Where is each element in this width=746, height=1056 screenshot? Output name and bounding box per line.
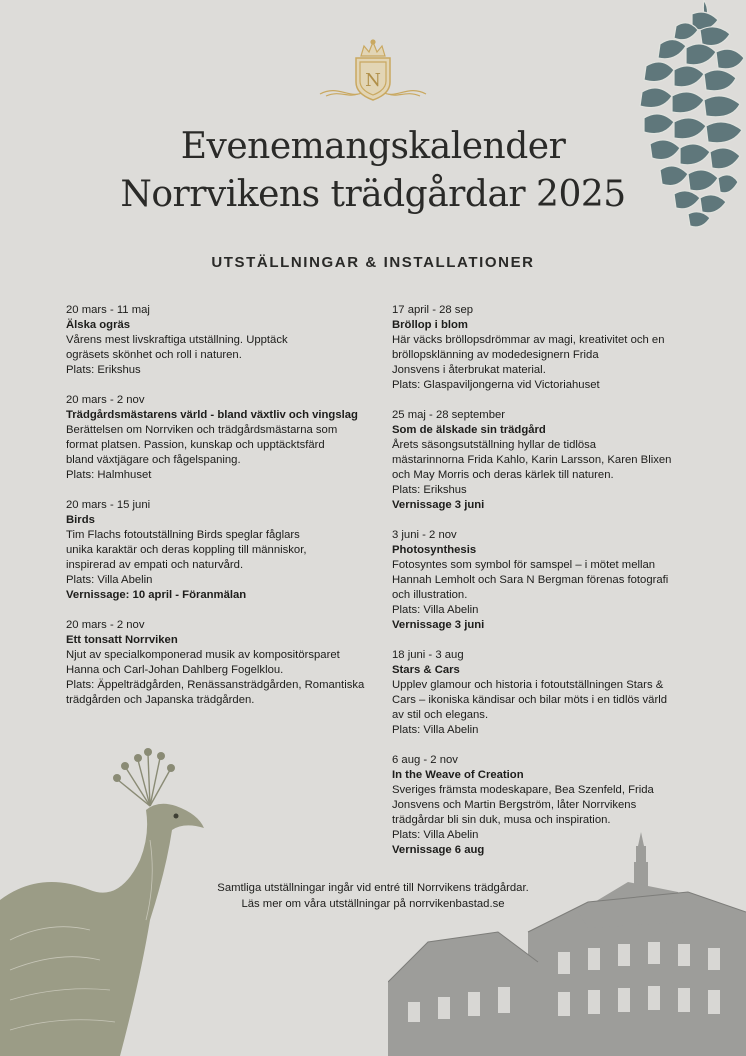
event-title: Som de älskade sin trädgård [392,424,546,436]
event-title: Trädgårdsmästarens värld - bland växtliv och vingslag [66,409,358,421]
event-description-line: Jonsvens och Martin Bergström, låter Norrvikens [392,799,637,811]
event-description-line: och May Morris och deras kärlek till naturen. [392,469,614,481]
event-title: In the Weave of Creation [392,769,524,781]
events-column-right [392,303,696,873]
footer-note [0,880,746,912]
footer-line-2: Läs mer om våra utställningar på norrvikenbastad.se [241,898,505,910]
event-dates: 3 juni - 2 nov [392,529,457,541]
event-description-line: Berättelsen om Norrviken och trädgårdsmästarna som [66,424,338,436]
event-location: Plats: Villa Abelin [392,724,479,736]
section-subtitle: UTSTÄLLNINGAR & INSTALLATIONER [211,254,535,271]
event-location: Plats: Halmhuset [66,469,152,481]
event-description-line: Hanna och Carl-Johan Dahlberg Fogelklou. [66,664,284,676]
event-description-line: Årets säsongsutställning hyllar de tidlösa [392,439,597,451]
event-description-line: Fotosyntes som symbol för samspel – i mötet mellan [392,559,656,571]
event-dates: 25 maj - 28 september [392,409,506,421]
event-description-line: av stil och elegans. [392,709,489,721]
event-description-line: bland växtjägare och fågelspaning. [66,454,241,466]
event-title: Älska ogräs [66,319,131,331]
event-item [392,408,696,513]
event-description-line: ogräsets skönhet och roll i naturen. [66,349,242,361]
svg-text:N: N [365,70,381,91]
event-location: Plats: Äppelträdgården, Renässansträdgården, Romantiska trädgården och Japanska trädgården. [66,679,365,706]
event-location: Plats: Villa Abelin [66,574,153,586]
event-description-line: Upplev glamour och historia i fotoutställningen Stars & [392,679,664,691]
event-description-line: Här väcks bröllopsdrömmar av magi, kreativitet och en [392,334,665,346]
event-title: Birds [66,514,95,526]
event-description-line: mästarinnorna Frida Kahlo, Karin Larsson, Karen Blixen [392,454,672,466]
event-vernissage: Vernissage 3 juni [392,619,485,631]
event-location: Plats: Glaspaviljongerna vid Victoriahuset [392,379,600,391]
event-title: Bröllop i blom [392,319,468,331]
event-dates: 6 aug - 2 nov [392,754,458,766]
event-item [66,618,372,708]
event-description-line: Vårens mest livskraftiga utställning. Upptäck [66,334,288,346]
event-item [66,498,372,603]
event-item [66,303,372,378]
event-item [392,648,696,738]
events-column-left [66,303,372,723]
event-description-line: format platsen. Passion, kunskap och upptäcktsfärd [66,439,325,451]
event-location: Plats: Erikshus [66,364,141,376]
event-dates: 20 mars - 11 maj [66,304,150,316]
page-title-line-2: Norrvikens trädgårdar 2025 [120,174,626,215]
event-item [66,393,372,483]
event-vernissage: Vernissage 3 juni [392,499,485,511]
event-item [392,528,696,633]
event-dates: 20 mars - 2 nov [66,394,145,406]
event-description-line: inspirerad av empati och naturvård. [66,559,244,571]
event-description-line: Sveriges främsta modeskapare, Bea Szenfeld, Frida [392,784,654,796]
event-dates: 18 juni - 3 aug [392,649,464,661]
event-location: Plats: Erikshus [392,484,467,496]
footer-line-1: Samtliga utställningar ingår vid entré till Norrvikens trädgårdar. [217,882,529,894]
event-description-line: Cars – ikoniska kändisar och bilar möts i en tidlös värld [392,694,668,706]
event-description-line: bröllopsklänning av modedesignern Frida [392,349,599,361]
event-description-line: Jonsvens i återbrukat material. [392,364,546,376]
event-title: Ett tonsatt Norrviken [66,634,178,646]
villa-building-illustration [388,832,746,1056]
event-vernissage: Vernissage: 10 april - Föranmälan [66,589,247,601]
event-dates: 20 mars - 15 juni [66,499,151,511]
event-location: Plats: Villa Abelin [392,604,479,616]
event-item [392,303,696,393]
page-title-line-1: Evenemangskalender [180,126,566,167]
event-description-line: Tim Flachs fotoutställning Birds speglar fåglars [66,529,300,541]
norrviken-crest-logo [318,38,428,106]
event-title: Stars & Cars [392,664,460,676]
event-description-line: trädgårdar bli sin duk, musa och inspiration. [392,814,611,826]
event-description-line: unika karaktär och deras koppling till människor, [66,544,307,556]
event-title: Photosynthesis [392,544,477,556]
event-description-line: Njut av specialkomponerad musik av kompositörsparet [66,649,340,661]
event-description-line: Hannah Lemholt och Sara N Bergman förenas fotografi [392,574,669,586]
event-location: Plats: Villa Abelin [392,829,479,841]
event-dates: 20 mars - 2 nov [66,619,145,631]
event-dates: 17 april - 28 sep [392,304,474,316]
event-vernissage: Vernissage 6 aug [392,844,485,856]
event-description-line: och illustration. [392,589,468,601]
